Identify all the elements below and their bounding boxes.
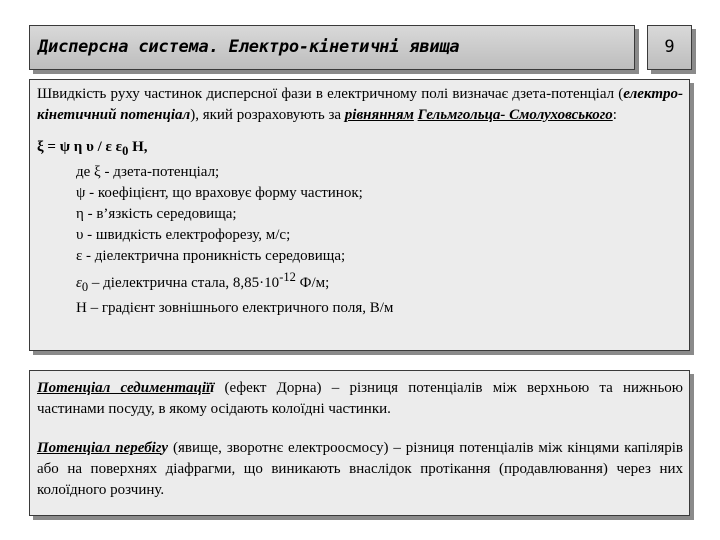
epsilon0-unit: Ф/м; bbox=[295, 275, 330, 291]
flow-text: (явище, зворотнє електроосмосу) – різниця потенціалів між кінцями капілярів або на поверхнях діафрагми, що виникають внаслідок протікання (продавлювання) через них колоїдного розчину. bbox=[37, 440, 683, 498]
equation-name: Гельмгольца- Смолуховського bbox=[417, 107, 613, 123]
definition-line: ψ - коефіцієнт, що враховує форму частинок; bbox=[76, 185, 363, 201]
definition-line: де ξ - дзета-потенціал; bbox=[76, 164, 220, 180]
intro-paragraph bbox=[37, 84, 683, 126]
slide-title-bar bbox=[29, 25, 635, 70]
potentials-panel bbox=[29, 370, 690, 516]
formula-left: ξ = ψ η υ / ε ε bbox=[37, 139, 123, 155]
paragraph-gap bbox=[37, 420, 683, 438]
gradient-definition: Н – градієнт зовнішнього електричного поля, В/м bbox=[76, 300, 394, 316]
page-number: 9 bbox=[664, 37, 675, 57]
epsilon0-text: – діелектрична стала, 8,85·10 bbox=[88, 275, 280, 291]
definition-line: υ - швидкість електрофорезу, м/с; bbox=[76, 227, 291, 243]
definition-line: ε - діелектрична проникність середовища; bbox=[76, 248, 346, 264]
equation-word: рівнянням bbox=[344, 107, 414, 123]
intro-emphasis: електро-кінетичний потенціал bbox=[37, 86, 683, 123]
definition-line: η - в’язкість середовища; bbox=[76, 206, 237, 222]
sedimentation-text: (ефект Дорна) – різниця потенціалів між верхньою та нижньою частинами посуду, в якому осідають колоїдні частинки. bbox=[37, 380, 683, 417]
zeta-potential-panel bbox=[29, 79, 690, 351]
slide-title: Дисперсна система. Електро-кінетичні явища bbox=[38, 37, 460, 57]
flow-term-end: у bbox=[161, 440, 169, 456]
formula-subscript: 0 bbox=[122, 144, 129, 158]
intro-colon: : bbox=[612, 107, 617, 123]
page-number-box bbox=[647, 25, 692, 70]
flow-paragraph bbox=[37, 438, 683, 501]
epsilon0-symbol: ε bbox=[76, 275, 82, 291]
epsilon0-sub: 0 bbox=[81, 280, 89, 294]
intro-text-2: ), який розраховують за bbox=[190, 107, 345, 123]
epsilon0-exp: -12 bbox=[279, 270, 296, 284]
sedimentation-term: Потенціал седиментації bbox=[37, 380, 211, 396]
sedimentation-term-end: ї bbox=[210, 380, 215, 396]
formula-right: Н, bbox=[128, 139, 148, 155]
epsilon0-definition bbox=[37, 267, 683, 298]
flow-term: Потенціал перебіг bbox=[37, 440, 162, 456]
sedimentation-paragraph bbox=[37, 378, 683, 420]
zeta-formula bbox=[37, 137, 683, 162]
intro-text-1: Швидкість руху частинок дисперсної фази в електричному полі визначає дзета-потенціал ( bbox=[37, 86, 624, 102]
